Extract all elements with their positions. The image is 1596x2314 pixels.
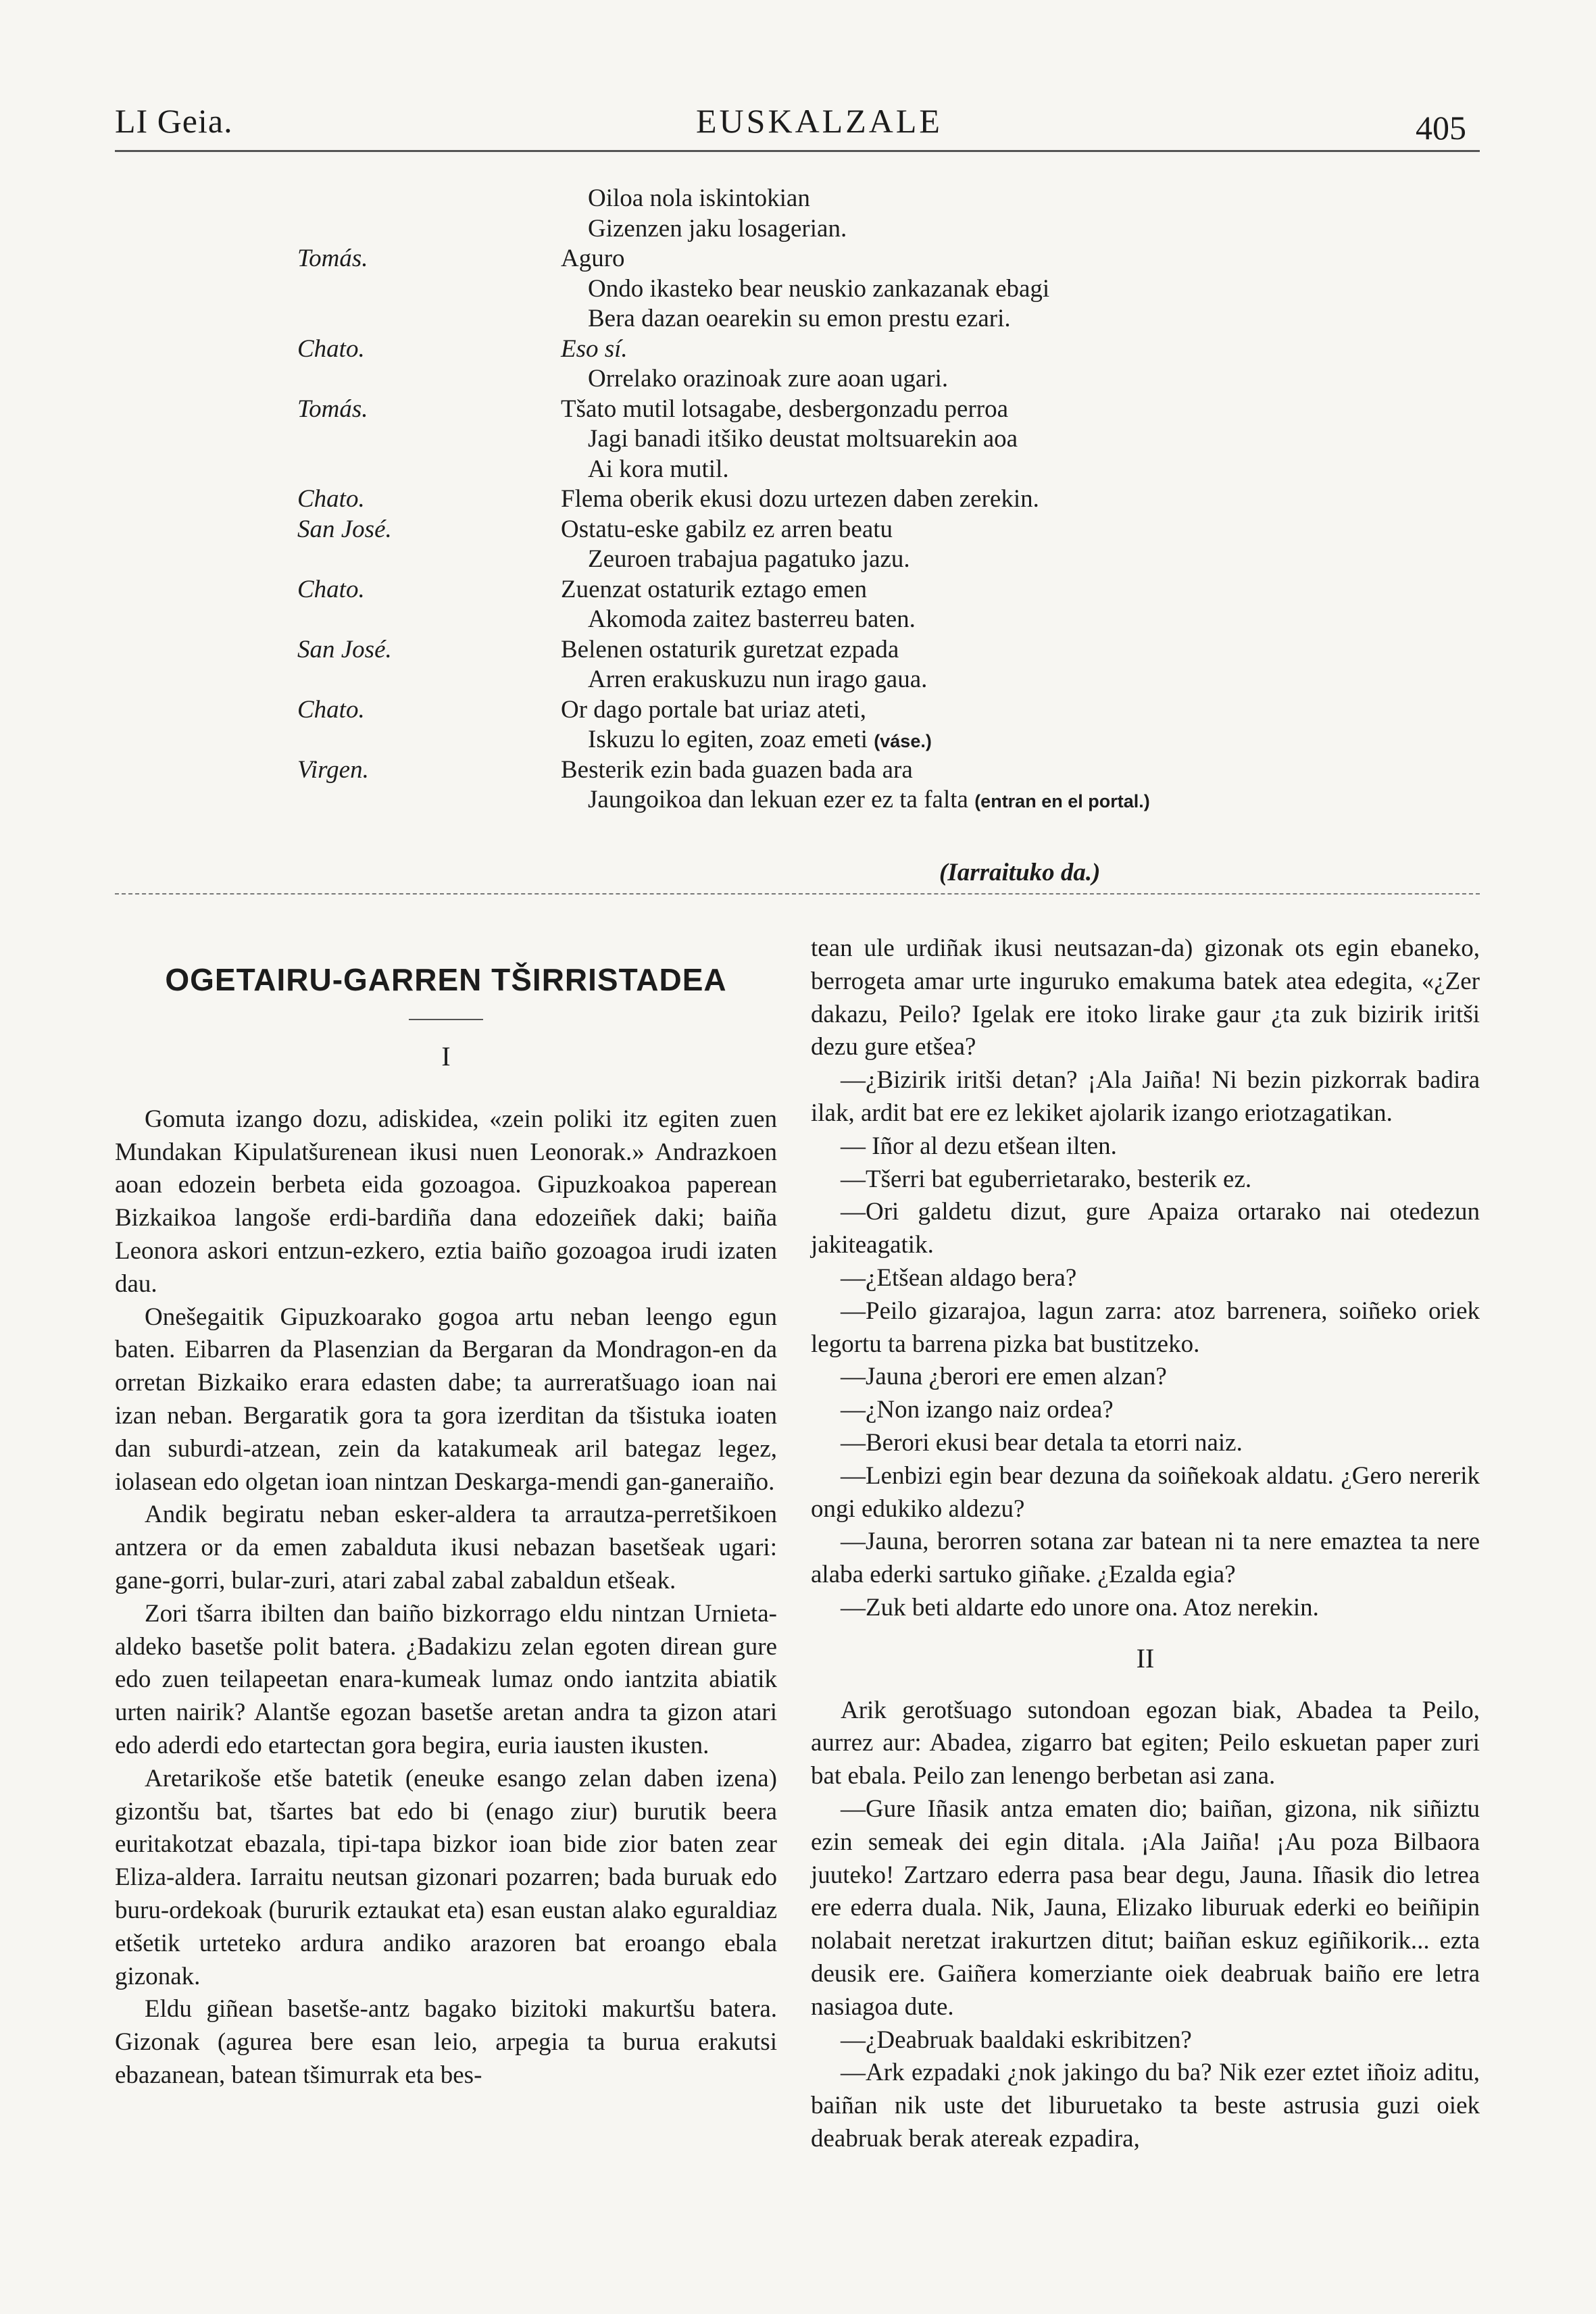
verse-text: Zeuroen trabajua pagatuko jazu. [588, 545, 910, 573]
verse-text: Orrelako orazinoak zure aoan ugari. [588, 365, 949, 393]
speaker-name: Chato. [297, 575, 365, 603]
paragraph: tean ule urdiñak ikusi neutsazan-da) gizonak ots egin ebaneko, berrogeta amar urte inguruko emakuma batek atea edegita, «¿Zer dakazu, Peilo? Igelak ere itoko lirake gaur ¿ta zuk bizirik iritši dezu gure etšea? [811, 934, 1480, 1061]
paragraph: —Zuk beti aldarte edo unore ona. Atoz nerekin. [841, 1593, 1319, 1621]
paragraph: Zori tšarra ibilten dan baiño bizkorrago eldu nintzan Urnieta-aldeko basetše polit batera. ¿Badakizu zelan egoten direan gure edo zuen teilapeetan enara-kumeak lumaz ondo iantzita abiatik urten nairik? Alantše egozan basetše aretan andra ta gizon atari edo aderdi edo etartectan gora begira, euria iausten ikusten. [115, 1599, 777, 1759]
verse-line [561, 484, 1039, 515]
speaker-name: Tomás. [297, 245, 368, 272]
verse-line [561, 334, 628, 366]
verse-line [561, 575, 867, 606]
section-number-2: II [1136, 1642, 1155, 1674]
paragraph: Andik begiratu neban esker-aldera ta arrautza-perretšikoen antzera or da emen zabalduta ikusi nebazan basetšeak ugari: gane-gorri, bular-zuri, atari zabal zabal zabaldun etšeak. [115, 1501, 777, 1594]
verse-text: Aguro [561, 245, 625, 272]
paragraph: —Peilo gizarajoa, lagun zarra: atoz barrenera, soiñeko oriek legortu ta barrena pizka bat bustitzeko. [811, 1297, 1480, 1358]
verse-line [561, 515, 893, 546]
verse-line [588, 424, 1018, 455]
paragraph: —Lenbizi egin bear dezuna da soiñekoak aldatu. ¿Gero nererik ongi edukiko aldezu? [811, 1461, 1480, 1523]
paragraph: — Iñor al dezu etšean ilten. [841, 1132, 1117, 1160]
paragraph: —Tšerri bat eguberrietarako, besterik ez. [841, 1165, 1252, 1193]
paragraph: —Jauna, berorren sotana zar batean ni ta nere emaztea ta nere alaba ederki sartuko giñake. ¿Ezalda egia? [811, 1528, 1480, 1589]
verse-text: Jaungoikoa dan lekuan ezer ez ta falta [588, 786, 968, 813]
speaker-name: San José. [297, 515, 392, 543]
verse-text: Jagi banadi itšiko deustat moltsuarekin aoa [588, 425, 1018, 453]
right-column [811, 932, 1480, 2156]
chapter-title: OGETAIRU-GARREN TŠIRRISTADEA [165, 962, 727, 997]
verse-line [588, 214, 847, 245]
title-rule [409, 1019, 483, 1020]
continued-note: (Iarraituko da.) [939, 859, 1101, 886]
stage-direction: (entran en el portal.) [974, 791, 1150, 811]
left-paragraphs [115, 1103, 777, 2092]
paragraph: —Berori ekusi bear detala ta etorri naiz. [841, 1428, 1243, 1457]
verse-text: Or dago portale bat uriaz ateti, [561, 695, 867, 724]
verse-text: Zuenzat ostaturik eztago emen [561, 575, 868, 603]
dialogue-paragraphs [811, 932, 1480, 1625]
speaker-name: Chato. [297, 485, 365, 513]
paragraph: Aretarikoše etše batetik (eneuke esango zelan daben izena) gizontšu bat, tšartes bat edo bi (enago ziur) burutik beera euritakotzat ebazala, tipi-tapa bizkor ioan bide zior baten zear Eliza-aldera. Iarraitu neutsan gizonari pozarren; bada buruak edo buru-ordekoak (bururik eztaukat eta) esan eustan alako eguraldiaz etšetik urteteko ardura andiko arazoren bat eroango ebala gizonak. [115, 1764, 777, 1990]
verse-line [588, 725, 932, 756]
verse-text: Ai kora mutil. [588, 455, 729, 483]
running-head [115, 101, 1466, 149]
verse-line [588, 545, 910, 576]
verse-line [588, 274, 1049, 305]
verse-line [588, 665, 927, 696]
speaker-name: Chato. [297, 695, 365, 724]
page-number: 405 [1416, 109, 1466, 147]
verse-line [561, 395, 1008, 426]
verse-line [588, 304, 1011, 335]
paragraph: —Gure Iñasik antza ematen dio; baiñan, gizona, nik siñiztu ezin semeak dei egin ditala. ¡Ala Jaiña! ¡Au poza Bilbaora juuteko! Zartzaro ederra pasa bear degu, Jauna. Iñasik dio letrea ere ederra duala. Nik, Jauna, Elizako liburuak ederki eo beiñipin nolabait neretzat irakurtzen ditut; baiñan eskuz egiñikorik... ezta deusik ere. Gaiñera komerziante oiek deabruak baiño ere letra nasiagoa dute. [811, 1794, 1480, 2021]
speaker-name: Tomás. [297, 395, 368, 423]
left-column [115, 932, 777, 2092]
verse-text: Bera dazan oearekin su emon prestu ezari. [588, 305, 1011, 332]
verse-line [588, 455, 729, 486]
verse-text: Tšato mutil lotsagabe, desbergonzadu perroa [561, 395, 1009, 423]
verse-text: Arren erakuskuzu nun irago gaua. [588, 665, 928, 693]
verse-line [588, 605, 916, 636]
verse-line [561, 755, 913, 786]
verse-text: Besterik ezin bada guazen bada ara [561, 755, 913, 784]
verse-text: Oiloa nola iskintokian [588, 184, 810, 212]
verse-text: Akomoda zaitez basterreu baten. [588, 605, 916, 633]
verse-text: Belenen ostaturik guretzat ezpada [561, 635, 899, 663]
verse-text: Gizenzen jaku losagerian. [588, 214, 847, 243]
verse-line [588, 184, 810, 215]
paragraph: —¿Bizirik iritši detan? ¡Ala Jaiña! Ni bezin pizkorrak badira ilak, ardit bat ere ez lekiket ajolarik izango eriotzagatikan. [811, 1066, 1480, 1127]
paragraph: —Ark ezpadaki ¿nok jakingo du ba? Nik ezer eztet iñoiz aditu, baiñan nik uste det liburuetako ta beste astrusia guzi oiek deabruak berak atereak ezpadira, [811, 2059, 1480, 2153]
header-rule [115, 150, 1480, 152]
verse-line [561, 635, 899, 666]
speaker-name: San José. [297, 635, 392, 663]
section-divider [115, 893, 1480, 895]
verse-text: Iskuzu lo egiten, zoaz emeti [588, 726, 868, 753]
issue-number: LI Geia. [115, 102, 233, 140]
journal-title: EUSKALZALE [696, 102, 943, 140]
speaker-name: Virgen. [297, 755, 369, 784]
verse-text: Eso sí. [561, 334, 628, 363]
stage-direction: (váse.) [874, 731, 932, 751]
verse-line [588, 364, 948, 395]
paragraph: —¿Non izango naiz ordea? [841, 1396, 1114, 1424]
speaker-name: Chato. [297, 334, 365, 363]
section-2-paragraphs [811, 1694, 1480, 2156]
paragraph: Eldu giñean basetše-antz bagako bizitoki makurtšu batera. Gizonak (agurea bere esan leio, arpegia ta burua erakutsi ebazanean, batean tšimurrak eta bes- [115, 1995, 777, 2089]
paragraph: —¿Etšean aldago bera? [841, 1263, 1077, 1292]
paragraph: —Jauna ¿berori ere emen alzan? [841, 1363, 1167, 1391]
paragraph: Onešegaitik Gipuzkoarako gogoa artu neban leengo egun baten. Eibarren da Plasenzian da Bergaran da Mondragon-en da orretan Bizkaiko erara edasten dabe; ta aurreratšuago ioan nai izan neban. Bergaratik gora ta gora izerditan da tšistuka ioaten dan suburdi-atzean, zein da katakumeak aril bategaz legez, iolasean edo olgetan ioan nintzan Deskarga-mendi gan-ganeraiño. [115, 1303, 777, 1496]
verse-text: Ondo ikasteko bear neuskio zankazanak ebagi [588, 274, 1050, 303]
verse-line [561, 695, 866, 726]
section-number-1: I [441, 1041, 451, 1072]
verse-text: Flema oberik ekusi dozu urtezen daben zerekin. [561, 485, 1039, 513]
verse-line [561, 244, 625, 275]
paragraph: —¿Deabruak baaldaki eskribitzen? [841, 2026, 1192, 2054]
paragraph: Gomuta izango dozu, adiskidea, «zein poliki itz egiten zuen Mundakan Kipulatšurenean ikusi nuen Leonorak.» Andrazkoen aoan edozein berbeta eida gozoagoa. Gipuzkoakoa paperean Bizkaikoa langoše erdi-bardiña dana edozeiñek daki; baiña Leonora askori entzun-ezkero, eztia baiño gozoagoa irudi izaten dau. [115, 1105, 777, 1298]
paragraph: —Ori galdetu dizut, gure Apaiza ortarako nai otedezun jakiteagatik. [811, 1198, 1480, 1259]
verse-line [588, 785, 1150, 816]
paragraph: Arik gerotšuago sutondoan egozan biak, Abadea ta Peilo, aurrez aur: Abadea, zigarro bat egiten; Peilo eskuetan paper zuri bat ebala. Peilo zan lenengo berbetan asi zana. [811, 1696, 1480, 1790]
verse-text: Ostatu-eske gabilz ez arren beatu [561, 515, 893, 543]
